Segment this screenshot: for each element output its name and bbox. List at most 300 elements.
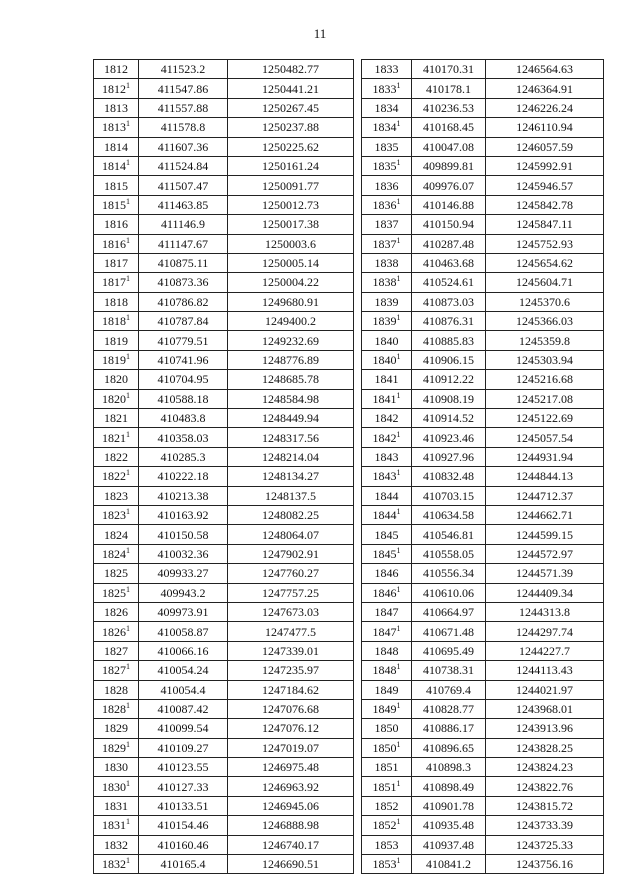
x-coordinate-cell: 410769.4 (412, 680, 486, 699)
x-coordinate-cell: 411147.67 (139, 234, 228, 253)
x-coordinate-cell: 410875.11 (139, 253, 228, 272)
y-coordinate-cell: 1250091.77 (228, 176, 354, 195)
x-coordinate-cell: 410123.55 (139, 758, 228, 777)
x-coordinate-cell: 411578.8 (139, 118, 228, 137)
table-row (94, 60, 354, 79)
x-coordinate-cell: 410786.82 (139, 292, 228, 311)
y-coordinate-cell: 1247184.62 (228, 680, 354, 699)
table-row (94, 622, 354, 641)
point-id-cell (94, 331, 139, 350)
x-coordinate-cell: 410213.38 (139, 486, 228, 505)
point-number: 1818 (104, 294, 128, 309)
point-number: 1838 (372, 275, 397, 290)
table-row (362, 525, 604, 544)
table-row (94, 137, 354, 156)
x-coordinate-cell: 409933.27 (139, 564, 228, 583)
table-row (362, 777, 604, 796)
y-coordinate-cell: 1245366.03 (486, 312, 604, 331)
y-coordinate-cell: 1245654.62 (486, 253, 604, 272)
point-id-cell (362, 312, 412, 331)
table-row (94, 118, 354, 137)
table-row (362, 350, 604, 369)
x-coordinate-cell: 410896.65 (412, 738, 486, 757)
point-id-cell (94, 855, 139, 874)
point-number: 1828 (102, 702, 126, 717)
point-id-cell (94, 758, 139, 777)
point-number: 1848 (374, 643, 399, 658)
point-suffix: 1 (126, 119, 130, 129)
y-coordinate-cell: 1248082.25 (228, 505, 354, 524)
y-coordinate-cell: 1245217.08 (486, 389, 604, 408)
point-id-cell (94, 234, 139, 253)
x-coordinate-cell: 410170.31 (412, 60, 486, 79)
point-suffix: 1 (396, 352, 401, 362)
x-coordinate-cell: 410873.03 (412, 292, 486, 311)
y-coordinate-cell: 1244572.97 (486, 544, 604, 563)
y-coordinate-cell: 1246963.92 (228, 777, 354, 796)
table-row (362, 661, 604, 680)
table-row (362, 195, 604, 214)
table-row (94, 661, 354, 680)
point-id-cell (94, 661, 139, 680)
y-coordinate-cell: 1249680.91 (228, 292, 354, 311)
point-number: 1837 (372, 236, 397, 251)
x-coordinate-cell: 410704.95 (139, 370, 228, 389)
y-coordinate-cell: 1249400.2 (228, 312, 354, 331)
table-row (362, 137, 604, 156)
y-coordinate-cell: 1244297.74 (486, 622, 604, 641)
point-suffix: 1 (126, 390, 130, 400)
point-number: 1841 (372, 391, 397, 406)
x-coordinate-cell: 410236.53 (412, 98, 486, 117)
x-coordinate-cell: 410032.36 (139, 544, 228, 563)
point-id-cell (362, 564, 412, 583)
table-row (362, 564, 604, 583)
y-coordinate-cell: 1247760.27 (228, 564, 354, 583)
table-row (362, 176, 604, 195)
point-id-cell (362, 719, 412, 738)
point-number: 1850 (372, 740, 397, 755)
table-row (362, 467, 604, 486)
y-coordinate-cell: 1246945.06 (228, 796, 354, 815)
y-coordinate-cell: 1244227.7 (486, 641, 604, 660)
point-id-cell (94, 796, 139, 815)
point-id-cell (362, 331, 412, 350)
x-coordinate-cell: 410168.45 (412, 118, 486, 137)
point-id-cell (362, 544, 412, 563)
table-row (94, 447, 354, 466)
point-id-cell (94, 738, 139, 757)
point-number: 1812 (104, 62, 128, 77)
point-number: 1816 (104, 217, 128, 232)
point-suffix: 1 (126, 778, 130, 788)
point-number: 1840 (372, 353, 397, 368)
point-id-cell (94, 544, 139, 563)
table-row (362, 680, 604, 699)
point-number: 1813 (104, 100, 128, 115)
point-suffix: 1 (396, 507, 401, 517)
point-number: 1829 (104, 721, 128, 736)
point-id-cell (362, 855, 412, 874)
point-id-cell (362, 195, 412, 214)
point-id-cell (362, 370, 412, 389)
x-coordinate-cell: 410222.18 (139, 467, 228, 486)
x-coordinate-cell: 410058.87 (139, 622, 228, 641)
point-id-cell (94, 505, 139, 524)
x-coordinate-cell: 410054.4 (139, 680, 228, 699)
point-number: 1836 (372, 197, 397, 212)
point-suffix: 1 (126, 623, 130, 633)
point-suffix: 1 (126, 468, 130, 478)
x-coordinate-cell: 410047.08 (412, 137, 486, 156)
table-row (94, 505, 354, 524)
point-suffix: 1 (396, 390, 401, 400)
x-coordinate-cell: 410165.4 (139, 855, 228, 874)
point-number: 1835 (374, 139, 399, 154)
point-number: 1852 (372, 818, 397, 833)
x-coordinate-cell: 410738.31 (412, 661, 486, 680)
point-suffix: 1 (126, 429, 130, 439)
x-coordinate-cell: 410483.8 (139, 409, 228, 428)
x-coordinate-cell: 410556.34 (412, 564, 486, 583)
table-row (94, 564, 354, 583)
y-coordinate-cell: 1244021.97 (486, 680, 604, 699)
x-coordinate-cell: 410146.88 (412, 195, 486, 214)
x-coordinate-cell: 410923.46 (412, 428, 486, 447)
x-coordinate-cell: 410898.3 (412, 758, 486, 777)
point-suffix: 1 (396, 623, 401, 633)
point-number: 1814 (102, 159, 126, 174)
point-id-cell (94, 370, 139, 389)
point-number: 1818 (102, 314, 126, 329)
coordinates-table-right (361, 59, 604, 874)
point-number: 1853 (372, 857, 397, 872)
point-id-cell (362, 234, 412, 253)
point-suffix: 1 (126, 701, 130, 711)
point-number: 1843 (374, 450, 399, 464)
point-id-cell (94, 79, 139, 98)
table-row (362, 699, 604, 718)
point-number: 1845 (372, 546, 397, 561)
x-coordinate-cell: 410163.92 (139, 505, 228, 524)
table-row (362, 486, 604, 505)
table-row (362, 331, 604, 350)
x-coordinate-cell: 410937.48 (412, 835, 486, 854)
point-number: 1830 (102, 779, 126, 794)
y-coordinate-cell: 1246110.94 (486, 118, 604, 137)
table-row (362, 118, 604, 137)
table-row (362, 292, 604, 311)
point-id-cell (94, 118, 139, 137)
point-suffix: 1 (396, 80, 401, 90)
point-suffix: 1 (396, 313, 401, 323)
x-coordinate-cell: 411463.85 (139, 195, 228, 214)
y-coordinate-cell: 1243822.76 (486, 777, 604, 796)
x-coordinate-cell: 409976.07 (412, 176, 486, 195)
table-row (362, 544, 604, 563)
x-coordinate-cell: 411547.86 (139, 79, 228, 98)
y-coordinate-cell: 1245122.69 (486, 409, 604, 428)
y-coordinate-cell: 1247339.01 (228, 641, 354, 660)
table-row (94, 176, 354, 195)
point-id-cell (362, 447, 412, 466)
x-coordinate-cell: 409899.81 (412, 156, 486, 175)
point-suffix: 1 (396, 545, 401, 555)
point-id-cell (94, 389, 139, 408)
y-coordinate-cell: 1248776.89 (228, 350, 354, 369)
point-number: 1844 (374, 488, 399, 503)
y-coordinate-cell: 1249232.69 (228, 331, 354, 350)
x-coordinate-cell: 410099.54 (139, 719, 228, 738)
x-coordinate-cell: 410127.33 (139, 777, 228, 796)
point-number: 1835 (372, 159, 397, 174)
point-id-cell (362, 253, 412, 272)
table-row (94, 331, 354, 350)
y-coordinate-cell: 1247902.91 (228, 544, 354, 563)
point-suffix: 1 (126, 507, 130, 517)
x-coordinate-cell: 410671.48 (412, 622, 486, 641)
y-coordinate-cell: 1245359.8 (486, 331, 604, 350)
point-id-cell (362, 60, 412, 79)
x-coordinate-cell: 410901.78 (412, 796, 486, 815)
table-row (362, 738, 604, 757)
x-coordinate-cell: 410287.48 (412, 234, 486, 253)
y-coordinate-cell: 1244662.71 (486, 505, 604, 524)
y-coordinate-cell: 1247477.5 (228, 622, 354, 641)
table-row (362, 370, 604, 389)
point-number: 1820 (102, 391, 126, 406)
table-row (362, 447, 604, 466)
point-number: 1852 (374, 799, 399, 814)
point-id-cell (362, 622, 412, 641)
point-suffix: 1 (126, 856, 130, 866)
y-coordinate-cell: 1245057.54 (486, 428, 604, 447)
point-number: 1827 (102, 663, 126, 678)
y-coordinate-cell: 1243968.01 (486, 699, 604, 718)
y-coordinate-cell: 1243913.96 (486, 719, 604, 738)
point-id-cell (94, 602, 139, 621)
point-suffix: 1 (396, 701, 401, 711)
table-row (362, 505, 604, 524)
y-coordinate-cell: 1246364.91 (486, 79, 604, 98)
point-id-cell (94, 680, 139, 699)
point-id-cell (362, 350, 412, 369)
point-id-cell (94, 98, 139, 117)
y-coordinate-cell: 1248137.5 (228, 486, 354, 505)
point-number: 1825 (104, 566, 128, 581)
point-suffix: 1 (126, 352, 130, 362)
point-number: 1817 (104, 256, 128, 271)
table-row (94, 855, 354, 874)
point-number: 1849 (372, 702, 397, 717)
y-coordinate-cell: 1245946.57 (486, 176, 604, 195)
point-number: 1849 (374, 682, 399, 697)
table-row (362, 409, 604, 428)
point-number: 1825 (102, 585, 126, 600)
point-suffix: 1 (396, 584, 401, 594)
table-row (94, 583, 354, 602)
x-coordinate-cell: 410150.94 (412, 215, 486, 234)
point-suffix: 1 (396, 158, 401, 168)
table-row (94, 544, 354, 563)
x-coordinate-cell: 410935.48 (412, 816, 486, 835)
x-coordinate-cell: 410524.61 (412, 273, 486, 292)
y-coordinate-cell: 1243824.23 (486, 758, 604, 777)
point-suffix: 1 (126, 739, 130, 749)
point-id-cell (94, 447, 139, 466)
point-number: 1847 (374, 605, 399, 620)
point-id-cell (94, 699, 139, 718)
table-row (94, 292, 354, 311)
table-row (94, 389, 354, 408)
point-number: 1834 (374, 100, 399, 115)
point-suffix: 1 (396, 739, 401, 749)
point-number: 1853 (374, 837, 399, 852)
point-id-cell (94, 777, 139, 796)
point-number: 1840 (374, 333, 399, 348)
x-coordinate-cell: 410886.17 (412, 719, 486, 738)
point-id-cell (362, 486, 412, 505)
x-coordinate-cell: 410634.58 (412, 505, 486, 524)
y-coordinate-cell: 1250225.62 (228, 137, 354, 156)
point-suffix: 1 (126, 662, 130, 672)
point-number: 1816 (102, 236, 126, 251)
y-coordinate-cell: 1244844.13 (486, 467, 604, 486)
x-coordinate-cell: 410664.97 (412, 602, 486, 621)
point-number: 1843 (372, 469, 397, 484)
x-coordinate-cell: 410054.24 (139, 661, 228, 680)
point-number: 1850 (374, 721, 399, 736)
y-coordinate-cell: 1250003.6 (228, 234, 354, 253)
y-coordinate-cell: 1245992.91 (486, 156, 604, 175)
table-row (362, 796, 604, 815)
y-coordinate-cell: 1250017.38 (228, 215, 354, 234)
point-number: 1851 (372, 779, 397, 794)
x-coordinate-cell: 410908.19 (412, 389, 486, 408)
y-coordinate-cell: 1246226.24 (486, 98, 604, 117)
table-row (362, 156, 604, 175)
table-row (362, 428, 604, 447)
point-number: 1824 (104, 527, 128, 542)
table-row (94, 602, 354, 621)
point-id-cell (362, 699, 412, 718)
x-coordinate-cell: 410695.49 (412, 641, 486, 660)
point-number: 1828 (104, 682, 128, 697)
point-number: 1838 (374, 256, 399, 271)
x-coordinate-cell: 411524.84 (139, 156, 228, 175)
table-row (362, 602, 604, 621)
point-number: 1847 (372, 624, 397, 639)
point-id-cell (362, 796, 412, 815)
point-number: 1824 (102, 546, 126, 561)
point-number: 1846 (372, 585, 397, 600)
table-row (94, 215, 354, 234)
x-coordinate-cell: 410779.51 (139, 331, 228, 350)
table-row (94, 699, 354, 718)
point-number: 1821 (104, 411, 128, 426)
point-number: 1830 (104, 760, 128, 775)
table-row (362, 312, 604, 331)
x-coordinate-cell: 411146.9 (139, 215, 228, 234)
point-number: 1827 (104, 643, 128, 658)
point-number: 1851 (374, 760, 399, 775)
point-id-cell (94, 137, 139, 156)
x-coordinate-cell: 410087.42 (139, 699, 228, 718)
point-id-cell (362, 428, 412, 447)
table-row (362, 758, 604, 777)
point-number: 1819 (104, 333, 128, 348)
y-coordinate-cell: 1250004.22 (228, 273, 354, 292)
x-coordinate-cell: 410610.06 (412, 583, 486, 602)
point-id-cell (94, 350, 139, 369)
y-coordinate-cell: 1247076.12 (228, 719, 354, 738)
point-id-cell (362, 525, 412, 544)
y-coordinate-cell: 1248064.07 (228, 525, 354, 544)
point-id-cell (362, 602, 412, 621)
y-coordinate-cell: 1244599.15 (486, 525, 604, 544)
x-coordinate-cell: 410914.52 (412, 409, 486, 428)
table-row (94, 738, 354, 757)
point-id-cell (94, 215, 139, 234)
table-row (94, 98, 354, 117)
point-number: 1823 (102, 508, 126, 523)
point-number: 1820 (104, 372, 128, 387)
x-coordinate-cell: 410927.96 (412, 447, 486, 466)
x-coordinate-cell: 411523.2 (139, 60, 228, 79)
table-row (94, 195, 354, 214)
x-coordinate-cell: 410154.46 (139, 816, 228, 835)
point-number: 1814 (104, 139, 128, 154)
point-id-cell (362, 816, 412, 835)
point-id-cell (94, 816, 139, 835)
y-coordinate-cell: 1250482.77 (228, 60, 354, 79)
point-id-cell (362, 738, 412, 757)
table-row (94, 796, 354, 815)
point-suffix: 1 (396, 235, 401, 245)
y-coordinate-cell: 1245604.71 (486, 273, 604, 292)
y-coordinate-cell: 1248214.04 (228, 447, 354, 466)
x-coordinate-cell: 411507.47 (139, 176, 228, 195)
point-id-cell (94, 292, 139, 311)
x-coordinate-cell: 410546.81 (412, 525, 486, 544)
y-coordinate-cell: 1245842.78 (486, 195, 604, 214)
y-coordinate-cell: 1248134.27 (228, 467, 354, 486)
point-id-cell (94, 312, 139, 331)
point-number: 1822 (104, 450, 128, 464)
y-coordinate-cell: 1244571.39 (486, 564, 604, 583)
y-coordinate-cell: 1243828.25 (486, 738, 604, 757)
y-coordinate-cell: 1245216.68 (486, 370, 604, 389)
point-number: 1822 (102, 469, 126, 484)
x-coordinate-cell: 410741.96 (139, 350, 228, 369)
x-coordinate-cell: 410463.68 (412, 253, 486, 272)
point-id-cell (362, 156, 412, 175)
page-number: 11 (313, 26, 327, 41)
y-coordinate-cell: 1250441.21 (228, 79, 354, 98)
point-id-cell (94, 253, 139, 272)
point-number: 1844 (372, 508, 397, 523)
x-coordinate-cell: 411607.36 (139, 137, 228, 156)
table-row (362, 60, 604, 79)
point-number: 1842 (372, 430, 397, 445)
point-number: 1826 (102, 624, 126, 639)
point-number: 1831 (104, 799, 128, 814)
y-coordinate-cell: 1244931.94 (486, 447, 604, 466)
x-coordinate-cell: 410832.48 (412, 467, 486, 486)
point-number: 1839 (372, 314, 397, 329)
x-coordinate-cell: 410109.27 (139, 738, 228, 757)
y-coordinate-cell: 1246564.63 (486, 60, 604, 79)
